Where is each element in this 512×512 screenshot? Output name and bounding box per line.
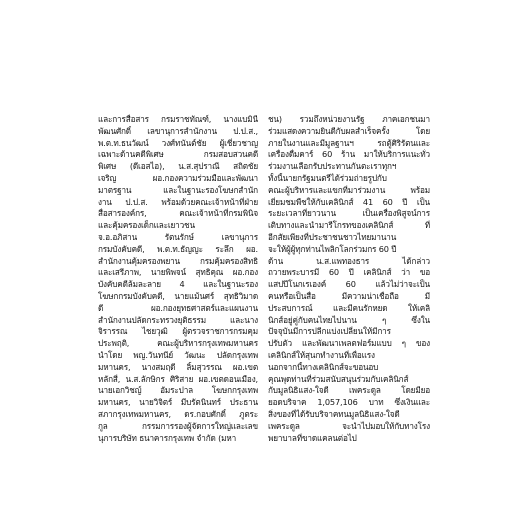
- text-line: นายเอกวิชญ์ อัมระปาล โฆษกกรุงเทพ: [98, 385, 258, 396]
- text-line: ประสบการณ์ และมีคนรักหยด ให้เคลิ: [268, 302, 430, 313]
- paragraph: [98, 232, 258, 444]
- text-line: จะให้ผู้ผู้ทุกท่านไพลิกโลกร่วมกร 60 ปี: [268, 243, 397, 254]
- text-line: แสปปีโนกเรเองค์ 60 แล้วไม่ว่าจะเป็น: [268, 279, 430, 290]
- text-line: สำนักงานปลัดกระทรวงยุติธรรม และนาง: [98, 314, 258, 325]
- text-line: ดี ผอ.กองยุทธศาสตร์และแผนงาน: [98, 302, 258, 313]
- text-line: ด้าน น.ส.แพทองธาร ได้กล่าว: [268, 255, 430, 266]
- text-line: มหานคร, นายวิจิตร์ มีบรัตนินทร์ ประธาน: [98, 397, 258, 408]
- text-line: สำนักงานคุ้มครองพยาน กรมคุ้มครองสิทธิ: [98, 255, 258, 266]
- text-line: ประพฤติ, คณะผู้บริหารกรุงเทพมหานคร: [98, 338, 258, 349]
- paragraph: [268, 173, 430, 256]
- text-line: คนหรือเป็นสื่อ มีความน่าเชื่อถือ มี: [268, 290, 430, 301]
- text-line: จิรารรณ ไชยวุฒิ ผู้ตรวจราชการกรมคุม: [98, 326, 258, 337]
- text-line: ร่วมแสดงความยินดีกับผลสำเร็จครั้ง โดย: [268, 125, 430, 136]
- text-line: เครื่องดื่มคาร์ 60 ร้าน มาให้บริการแนะทั่ว: [268, 149, 430, 160]
- paragraph: [98, 114, 258, 232]
- text-line: ปรับตัว และพัฒนาเพลตฟอร์มแบบ ๆ ของ: [268, 338, 430, 349]
- text-line: กับมูลนิธิแสง-ใจดี เพคระดูล โดยมียอ: [268, 385, 430, 396]
- text-line: หลักสี่, น.ส.ลักษิกร ศิริสาย ผอ.เขตดอนเมือง,: [98, 373, 258, 384]
- text-line: เคลินิกส์ให้สุนกทำงานที่เพื่อแรง: [268, 349, 375, 360]
- text-line: มหานคร, นางสมฤดี ลิ้มสุวรรณ ผอ.เขต: [98, 361, 258, 372]
- text-line: เฉพาะด้านคดีพิเศษ กรมสอบสวนคดี: [98, 149, 258, 160]
- text-line: ภายในงานและมีมูลฐานฯ รถตู้ศิริรัตนและ: [268, 137, 430, 148]
- text-line: มาตรฐาน และในฐานะรองโฆษกสำนัก: [98, 184, 258, 195]
- text-line: ระยะเวลาที่ยาวนาน เป็นเครื่องพิสูจน์การ: [268, 208, 430, 219]
- text-line: นุการบริษัท ธนาคารกรุงเทพ จำกัด (มหา: [98, 432, 237, 443]
- text-line: ร่วมงานเลือกรับประทานกันตะเราทุกฯ: [268, 161, 397, 172]
- paragraph: [268, 114, 430, 173]
- text-line: เยี่ยมชมพืชให้กับเคลินิกส์ 41 60 ปี เป็น: [268, 196, 430, 207]
- paragraph: [268, 362, 430, 445]
- text-line: สภากรุงเทพมหานคร, ดร.กอบศักดิ์ ภูตระ: [98, 408, 258, 419]
- text-line: นิกส์อยู่คู่กับคนไทยไปนาน ๆ ซึ่งใน: [268, 314, 430, 325]
- text-line: นำโดย พญ.วันทนีย์ วัฒนะ ปลัดกรุงเทพ: [98, 349, 258, 360]
- text-line: และคุ้มครองเด็กและเยาวชน: [98, 220, 195, 231]
- text-line: โฆษกกรมบังคับคดี, นายแม้นศร์ สุทธิวิมาด: [98, 290, 258, 301]
- text-line: พิเศษ (ดีเอสไอ), น.ส.สุปราณี สถิตชัย: [98, 161, 258, 172]
- text-line: เพคระดูล จะนำไปมอบให้กับทางโรง: [268, 420, 430, 431]
- text-line: ถวายพระบารมี 60 ปี เคลินิกส์ ว่า ขอ: [268, 267, 430, 278]
- right-column: [268, 114, 430, 444]
- text-line: และการสื่อสาร กรมราชทัณฑ์, นางแบมินี: [98, 114, 258, 124]
- text-line: นอกจากนี้ทางเคลินิกส์จะขอนอบ: [268, 361, 379, 372]
- text-line: กรมบังคับคดี, พ.ต.ท.ธัญญะ ระลึก ผอ.: [98, 243, 258, 254]
- text-line: สื่อสารองค์กร, คณะเจ้าหน้าที่กรมพินิจ: [98, 208, 258, 219]
- text-line: คณะผู้บริหารและแขกที่มาร่วมงาน พร้อม: [268, 184, 430, 195]
- text-line: ทั้งนี้นายกรัฐมนตรีได้ร่วมถ่ายรูปกับ: [268, 172, 387, 183]
- left-column: [98, 114, 258, 444]
- text-line: อีกสัยเพียงที่ประชาชนชาวไทยมานาน: [268, 231, 397, 242]
- text-line: พ.ต.ท.ธนวัฒน์ วงศ์ทนันต์ชัย ผู้เชี่ยวชาญ: [98, 137, 258, 148]
- text-line: ปัจจุบันมีการปลีกแบ่งเปลี่ยนให้มีการ: [268, 326, 391, 337]
- text-line: เจริญ ผอ.กองความร่วมมือและพัฒนา: [98, 172, 258, 183]
- text-line: และเสรีภาพ, นายพิพจน์ สุทธิคุณ ผอ.กอง: [98, 267, 258, 278]
- text-line: งาน ป.ป.ส. พร้อมด้วยคณะเจ้าหน้าที่ฝ่าย: [98, 196, 258, 207]
- text-line: พยาบาลที่ขาดแคลนต่อไป: [268, 432, 357, 443]
- text-line: พัฒนศักดิ์ เลขานุการสำนักงาน ป.ป.ส.,: [98, 125, 258, 136]
- text-line: คุณพุดท่านที่ร่วมสนับสนุนร่วมกับเคลินิกส์: [268, 373, 409, 384]
- text-line: จ.อ.อภิสาน รัตนรักษ์ เลขานุการ: [98, 231, 258, 242]
- text-line: บังคับคดีล้มละลาย 4 และในฐานะรอง: [98, 279, 258, 290]
- text-line: ยอดบริจาค 1,057,106 บาท ซึ่งเงินและ: [268, 397, 430, 408]
- paragraph: [268, 256, 430, 362]
- text-line: กูล กรรมการรองผู้จัดการใหญ่และเลข: [98, 420, 258, 431]
- text-line: เติบทางและนำมารีโกรทของเคลินิกส์ ที่: [268, 220, 430, 231]
- text-line: สิ่งของที่ได้รับบริจาคทนมูลนิธิแสง-ใจดี: [268, 408, 400, 419]
- text-line: ชน) รวมถึงหน่วยงานรัฐ ภาคเอกชนมา: [268, 114, 430, 124]
